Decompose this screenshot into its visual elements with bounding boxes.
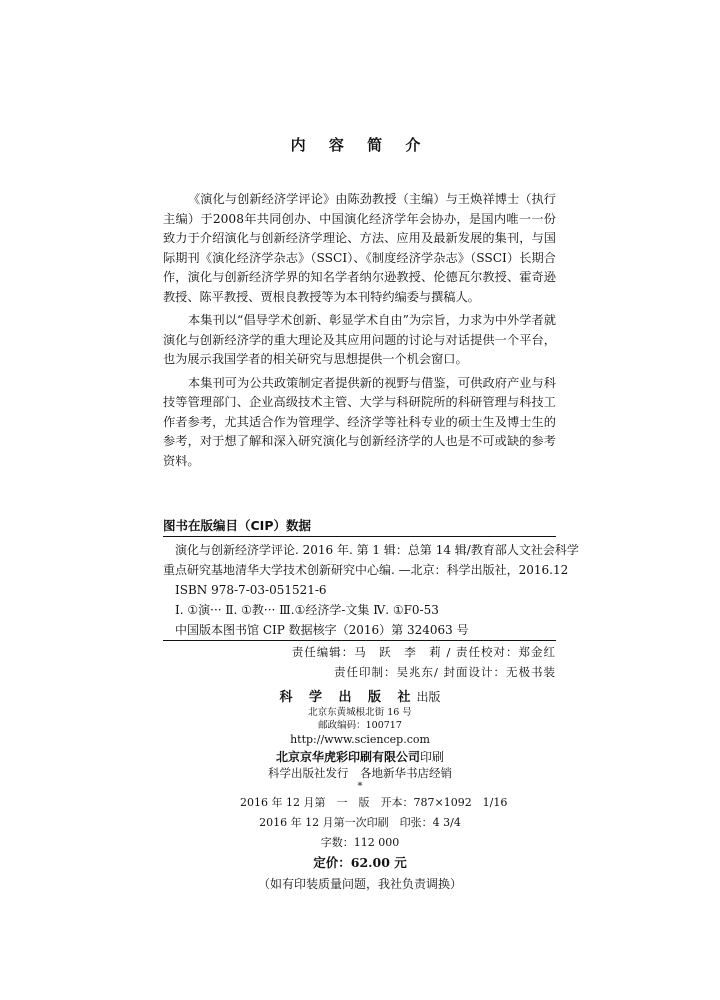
printing-line: 2016 年 12 月第一次印刷 印张：4 3/4 bbox=[259, 816, 461, 829]
word-count: 字数：112 000 bbox=[320, 836, 400, 849]
summary-body bbox=[163, 190, 556, 475]
cip-heading: 图书在版编目（CIP）数据 bbox=[163, 518, 311, 533]
cip-data bbox=[163, 540, 579, 640]
price: 定价：62.00 元 bbox=[313, 855, 407, 870]
editor-credits: 责任编辑：马 跃 李 莉 / 责任校对：郑金红 bbox=[291, 645, 556, 659]
production-credits: 责任印制：吴兆东/ 封面设计：无极书装 bbox=[333, 665, 556, 679]
cip-top-rule bbox=[163, 536, 556, 537]
summary-paragraph: 本集刊可为公共政策制定者提供新的视野与借鉴，可供政府产业与科技等管理部门、企业高级技术主管、大学与科研院所的科研管理与科技工作者参考，尤其适合作为管理学、经济学等社科专业的硕士生及博士生的参考，对于想了解和深入研究演化与创新经济学的人也是不可或缺的参考资料。 bbox=[163, 375, 556, 468]
publisher-postcode: 邮政编码：100717 bbox=[318, 720, 402, 731]
distribution-line: 科学出版社发行 各地新华书店经销 bbox=[268, 766, 452, 780]
summary-paragraph: 《演化与创新经济学评论》由陈劲教授（主编）与王焕祥博士（执行主编）于2008年共同创办、中国演化经济学年会协办，是国内唯一一份致力于介绍演化与创新经济学理论、方法、应用及最新发展的集刊，与国际期刊《演化经济学杂志》（SSCI）、《制度经济学杂志》（SSCI）长期合作，演化与创新经济学界的知名学者纳尔逊教授、伦德瓦尔教授、霍奇逊教授、陈平教授、贾根良教授等为本刊特约编委与撰稿人。 bbox=[163, 192, 556, 304]
cip-bottom-rule bbox=[163, 640, 556, 641]
publisher-line bbox=[240, 688, 480, 706]
printer-suffix: 印刷 bbox=[420, 750, 445, 764]
publisher-suffix: 出版 bbox=[416, 690, 441, 704]
printer-line bbox=[240, 748, 480, 765]
publisher-address: 北京东黄城根北街 16 号 bbox=[308, 707, 412, 718]
cip-classification: Ⅰ. ①演··· Ⅱ. ①教··· Ⅲ.①经济学-文集 Ⅳ. ①F0-53 bbox=[175, 603, 439, 617]
cip-isbn: ISBN 978-7-03-051521-6 bbox=[175, 583, 327, 597]
summary-title: 内 容 简 介 bbox=[290, 136, 430, 154]
quality-note: （如有印装质量问题，我社负责调换） bbox=[257, 877, 462, 891]
summary-paragraph: 本集刊以“倡导学术创新、彰显学术自由”为宗旨，力求为中外学者就演化与创新经济学的重大理论及其应用问题的讨论与对话提供一个平台，也为展示我国学者的相关研究与思想提供一个机会窗口。 bbox=[163, 313, 556, 366]
publisher-block bbox=[240, 688, 508, 895]
cip-title-line: 演化与创新经济学评论. 2016 年. 第 1 辑：总第 14 辑/教育部人文社会科学 bbox=[175, 543, 579, 557]
cip-record-number: 中国版本图书馆 CIP 数据核字（2016）第 324063 号 bbox=[175, 623, 469, 637]
publisher-url: http://www.sciencep.com bbox=[290, 733, 430, 746]
publisher-name: 科 学 出 版 社 bbox=[279, 690, 417, 705]
separator-star: * bbox=[357, 781, 363, 792]
cip-title-line: 重点研究基地清华大学技术创新研究中心编. —北京：科学出版社，2016.12 bbox=[163, 563, 569, 577]
printer-name: 北京京华虎彩印刷有限公司 bbox=[275, 750, 420, 764]
edition-line: 2016 年 12 月第 一 版 开本：787×1092 1/16 bbox=[240, 796, 508, 809]
